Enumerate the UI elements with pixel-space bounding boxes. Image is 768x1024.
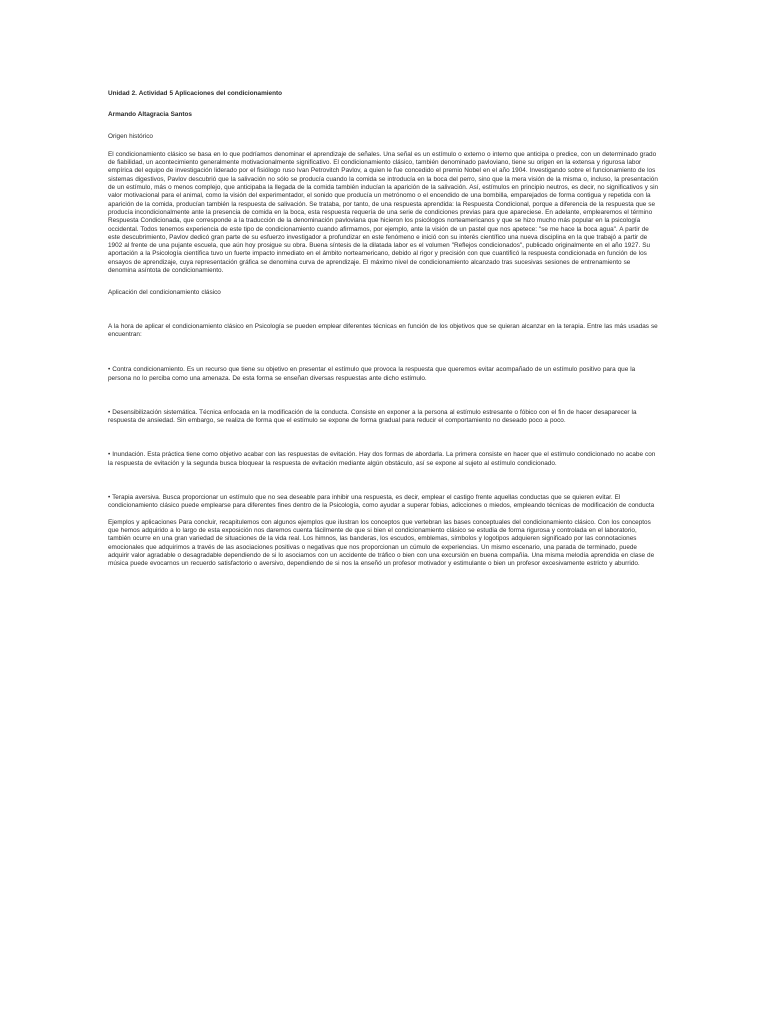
bullet-item: • Desensibilización sistemática. Técnica enfocada en la modificación de la conducta. Consiste en exponer a la persona al estímulo estresante o fóbico con el fin de hacer desaparecer la respuesta de ansiedad. Sin embargo, se realiza de forma que el estímulo se expone de forma gradual para reducir el comportamiento no deseado poco a poco. — [108, 408, 637, 425]
bullet-item: • Inundación. Esta práctica tiene como objetivo acabar con las respuestas de evitación. Hay dos formas de abordarla. La primera consiste en hacer que el estímulo condicionado no acabe con la respuesta de evitación y la segunda busca bloquear la respuesta de evitación mediante algún obstáculo, así se expone al sujeto al estímulo condicionado. — [108, 451, 656, 467]
paragraph-intro: A la hora de aplicar el condicionamiento clásico en Psicología se pueden emplear diferentes técnicas en función de los objetivos que se quieran alcanzar en la terapia. Entre las más usadas se encuentran: — [108, 322, 658, 338]
document-author: Armando Altagracia Santos — [108, 111, 192, 119]
document-title: Unidad 2. Actividad 5 Aplicaciones del condicionamiento — [108, 90, 283, 97]
document-body — [108, 90, 660, 568]
section-heading-application: Aplicación del condicionamiento clásico — [108, 289, 221, 297]
paragraph-origin: El condicionamiento clásico se basa en lo que podríamos denominar el aprendizaje de señales. Una señal es un estímulo o externo o interno que anticipa o predice, con un determinado grado de fiabilidad, un acontecimiento generalmente motivacionalmente significativo. El condicionamiento clásico, también denominado pavloviano, tiene su origen en la extensa y rigurosa labor empírica del equipo de investigación liderado por el fisiólogo ruso Ivan Petrovitch Pavlov, a quien le fue concedido el premio Nobel en el año 1904. Investigando sobre el funcionamiento de los sistemas digestivos, Pavlov descubrió que la salivación no sólo se producía cuando la comida se introducía en la boca del perro, sino que la mera visión de la misma o, incluso, la presentación de un estímulo, más o menos complejo, que anticipaba la llegada de la comida también inducían la aparición de la salivación. Así, estímulos en principio neutros, es decir, no significativos y sin valor motivacional para el animal, como la visión del experimentador, el sonido que producía un metrónomo o el encendido de una bombilla, emparejados de forma contigua y repetida con la aparición de la comida, producían también la respuesta de salivación. Se trataba, por tanto, de una respuesta aprendida: la Respuesta Condicional, porque a diferencia de la respuesta que se producía incondicionalmente ante la presencia de comida en la boca, esta respuesta requería de una serie de condiciones previas para que apareciese. En adelante, emplearemos el término Respuesta Condicionada, que corresponde a la traducción de la denominación pavloviana que hicieron los psicólogos norteamericanos y que se hizo mucho más popular en la psicología occidental. Todos tenemos experiencia de este tipo de condicionamiento cuando afirmamos, por ejemplo, ante la visión de un pastel que nos apetece: "se me hace la boca agua". A partir de este descubrimiento, Pavlov dedicó gran parte de su esfuerzo investigador a profundizar en este fenómeno e inició con su interés científico una nueva disciplina en la que trabajó a partir de 1902 al frente de una pujante escuela, que aún hoy prosigue su obra. Buena síntesis de la dilatada labor es el volumen "Reflejos condicionados", publicado originalmente en el año 1927. Su aportación a la Psicología científica tuvo un fuerte impacto inmediato en el ámbito norteamericano, debido al rigor y precisión con que cuantificó la respuesta condicionada en función de los ensayos de aprendizaje, cuya representación gráfica se denomina curva de aprendizaje. El máximo nivel de condicionamiento alcanzado tras sucesivas sesiones de entrenamiento se denomina asíntota de condicionamiento. — [108, 150, 659, 275]
bullet-item: • Contra condicionamiento. Es un recurso que tiene su objetivo en presentar el estímulo que provoca la respuesta que queremos evitar acompañado de un estímulo positivo para que la persona no lo perciba como una amenaza. De esta forma se enseñan diversas respuestas ante dicho estímulo. — [108, 366, 636, 382]
bullet-item: • Terapia aversiva. Busca proporcionar un estímulo que no sea deseable para inhibir una respuesta, es decir, emplear el castigo frente aquellas conductas que se quieren evitar. El condicionamiento clásico puede emplearse para diferentes fines dentro de la Psicología, como ayudar a superar fobias, adicciones o miedos, empleando técnicas de modificación de conducta — [108, 494, 655, 510]
section-heading-origin: Origen histórico — [108, 132, 153, 140]
paragraph-conclusion: Ejemplos y aplicaciones Para concluir, recapitulemos con algunos ejemplos que ilustran los conceptos que vertebran las bases conceptuales del condicionamiento clásico. Con los conceptos que hemos adquirido a lo largo de esta exposición nos daremos cuenta fácilmente de que si bien el condicionamiento clásico se estudia de forma rigurosa y controlada en el laboratorio, también ocurre en una gran variedad de situaciones de la vida real. Los himnos, las banderas, los escudos, emblemas, símbolos y logotipos adquieren significado por las connotaciones emocionales que adquirimos a través de las asociaciones positivas o negativas que nos proporcionan un cúmulo de experiencias. Un mismo escenario, una parada de terminado, puede adquirir valor agradable o desagradable dependiendo de si lo asociamos con un accidente de tráfico o bien con una excursión en buena compañía. Una misma melodía aprendida en clase de música puede evocarnos un recuerdo satisfactorio o aversivo, dependiendo de si nos la enseñó un profesor motivador y estimulante o bien un profesor excesivamente estricto y aburrido. — [108, 518, 655, 568]
